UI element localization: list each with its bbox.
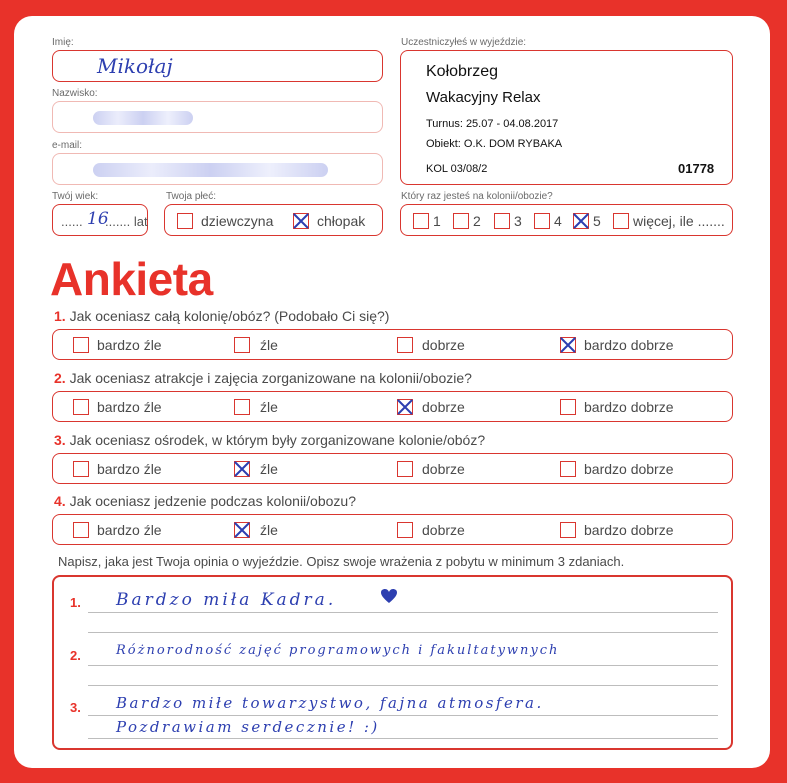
q3-checkbox-bad[interactable] [234,461,250,477]
ruled-line [88,665,718,666]
q1-option-bad: źle [260,337,278,353]
question-2-number: 2. [54,370,66,386]
email-field[interactable] [52,153,383,185]
trip-info-box [400,50,733,185]
q3-checkbox-very-good[interactable] [560,461,576,477]
q4-checkbox-very-bad[interactable] [73,522,89,538]
times-label: Który raz jesteś na kolonii/obozie? [401,191,553,202]
q3-option-good: dobrze [422,461,465,477]
trip-label: Uczestniczyłeś w wyjeździe: [401,37,527,48]
times-option-5: 5 [593,213,601,229]
q1-checkbox-very-good[interactable] [560,337,576,353]
q2-option-very-bad: bardzo źle [97,399,162,415]
times-option-2: 2 [473,213,481,229]
q4-checkbox-very-good[interactable] [560,522,576,538]
question-4-text: Jak oceniasz jedzenie podczas kolonii/obozu? [69,493,356,509]
question-4-number: 4. [54,493,66,509]
times-option-more: więcej, ile ....... [633,213,725,229]
times-checkbox-2[interactable] [453,213,469,229]
surname-redacted [93,111,193,125]
q2-checkbox-good[interactable] [397,399,413,415]
times-option-4: 4 [554,213,562,229]
times-option-3: 3 [514,213,522,229]
gender-checkbox-girl[interactable] [177,213,193,229]
q4-option-very-bad: bardzo źle [97,522,162,538]
age-field[interactable] [52,204,148,236]
gender-checkbox-boy[interactable] [293,213,309,229]
q1-checkbox-bad[interactable] [234,337,250,353]
q1-checkbox-very-bad[interactable] [73,337,89,353]
surname-label: Nazwisko: [52,88,98,99]
q2-checkbox-very-good[interactable] [560,399,576,415]
times-field [400,204,733,236]
question-4-answers [52,514,733,545]
q4-checkbox-bad[interactable] [234,522,250,538]
question-2-text: Jak oceniasz atrakcje i zajęcia zorganizowane na kolonii/obozie? [69,370,472,386]
q1-option-good: dobrze [422,337,465,353]
ruled-line [88,612,718,613]
ruled-line [88,738,718,739]
email-redacted [93,163,328,177]
q4-option-very-good: bardzo dobrze [584,522,674,538]
q2-option-bad: źle [260,399,278,415]
gender-option-girl: dziewczyna [201,213,274,229]
opinion-line-2: Różnorodność zajęć programowych i fakultatywnych [116,643,560,658]
question-3-answers [52,453,733,484]
question-1-answers [52,329,733,360]
times-checkbox-more[interactable] [613,213,629,229]
surname-field[interactable] [52,101,383,133]
q4-option-bad: źle [260,522,278,538]
trip-turnus: Turnus: 25.07 - 04.08.2017 [426,118,559,130]
age-value: 16 [87,209,109,229]
question-2-answers [52,391,733,422]
gender-label: Twoja płeć: [166,191,217,202]
opinion-prompt: Napisz, jaka jest Twoja opinia o wyjeździe. Opisz swoje wrażenia z pobytu w minimum 3 zdaniach. [58,554,625,569]
trip-city: Kołobrzeg [426,63,499,80]
question-3-text: Jak oceniasz ośrodek, w którym były zorganizowane kolonie/obóz? [69,432,486,448]
question-3-number: 3. [54,432,66,448]
q3-checkbox-good[interactable] [397,461,413,477]
trip-name: Wakacyjny Relax [426,89,541,106]
trip-object: Obiekt: O.K. DOM RYBAKA [426,138,563,150]
q3-option-very-good: bardzo dobrze [584,461,674,477]
q4-checkbox-good[interactable] [397,522,413,538]
times-option-1: 1 [433,213,441,229]
question-3 [54,432,485,448]
age-unit: ....... lat [105,214,148,229]
q3-checkbox-very-bad[interactable] [73,461,89,477]
ruled-line [88,632,718,633]
name-value: Mikołaj [97,54,173,78]
survey-title: Ankieta [50,253,213,305]
times-checkbox-4[interactable] [534,213,550,229]
ruled-line [88,685,718,686]
opinion-number-2: 2. [70,648,81,663]
q1-option-very-bad: bardzo źle [97,337,162,353]
q2-option-very-good: bardzo dobrze [584,399,674,415]
gender-option-boy: chłopak [317,213,366,229]
question-1 [54,308,389,324]
q1-checkbox-good[interactable] [397,337,413,353]
opinion-line-4: Pozdrawiam serdecznie! :) [116,718,380,736]
trip-code: KOL 03/08/2 [426,163,488,175]
gender-field [164,204,383,236]
times-checkbox-3[interactable] [494,213,510,229]
age-label: Twój wiek: [52,191,99,202]
opinion-number-1: 1. [70,595,81,610]
question-4 [54,493,356,509]
opinion-line-3: Bardzo miłe towarzystwo, fajna atmosfera. [116,694,544,712]
name-field[interactable] [52,50,383,82]
question-2 [54,370,472,386]
times-checkbox-5[interactable] [573,213,589,229]
question-1-text: Jak oceniasz całą kolonię/obóz? (Podobało Ci się?) [69,308,390,324]
question-1-number: 1. [54,308,66,324]
q2-checkbox-bad[interactable] [234,399,250,415]
trip-number: 01778 [678,161,715,176]
q4-option-good: dobrze [422,522,465,538]
q2-checkbox-very-bad[interactable] [73,399,89,415]
email-label: e-mail: [52,140,83,151]
q1-option-very-good: bardzo dobrze [584,337,674,353]
ruled-line [88,715,718,716]
age-dots: ...... [61,214,83,229]
q3-option-very-bad: bardzo źle [97,461,162,477]
opinion-line-1: Bardzo miła Kadra. [116,590,337,610]
heart-icon [380,588,398,604]
q2-option-good: dobrze [422,399,465,415]
opinion-number-3: 3. [70,700,81,715]
times-checkbox-1[interactable] [413,213,429,229]
name-label: Imię: [52,37,74,48]
q3-option-bad: źle [260,461,278,477]
